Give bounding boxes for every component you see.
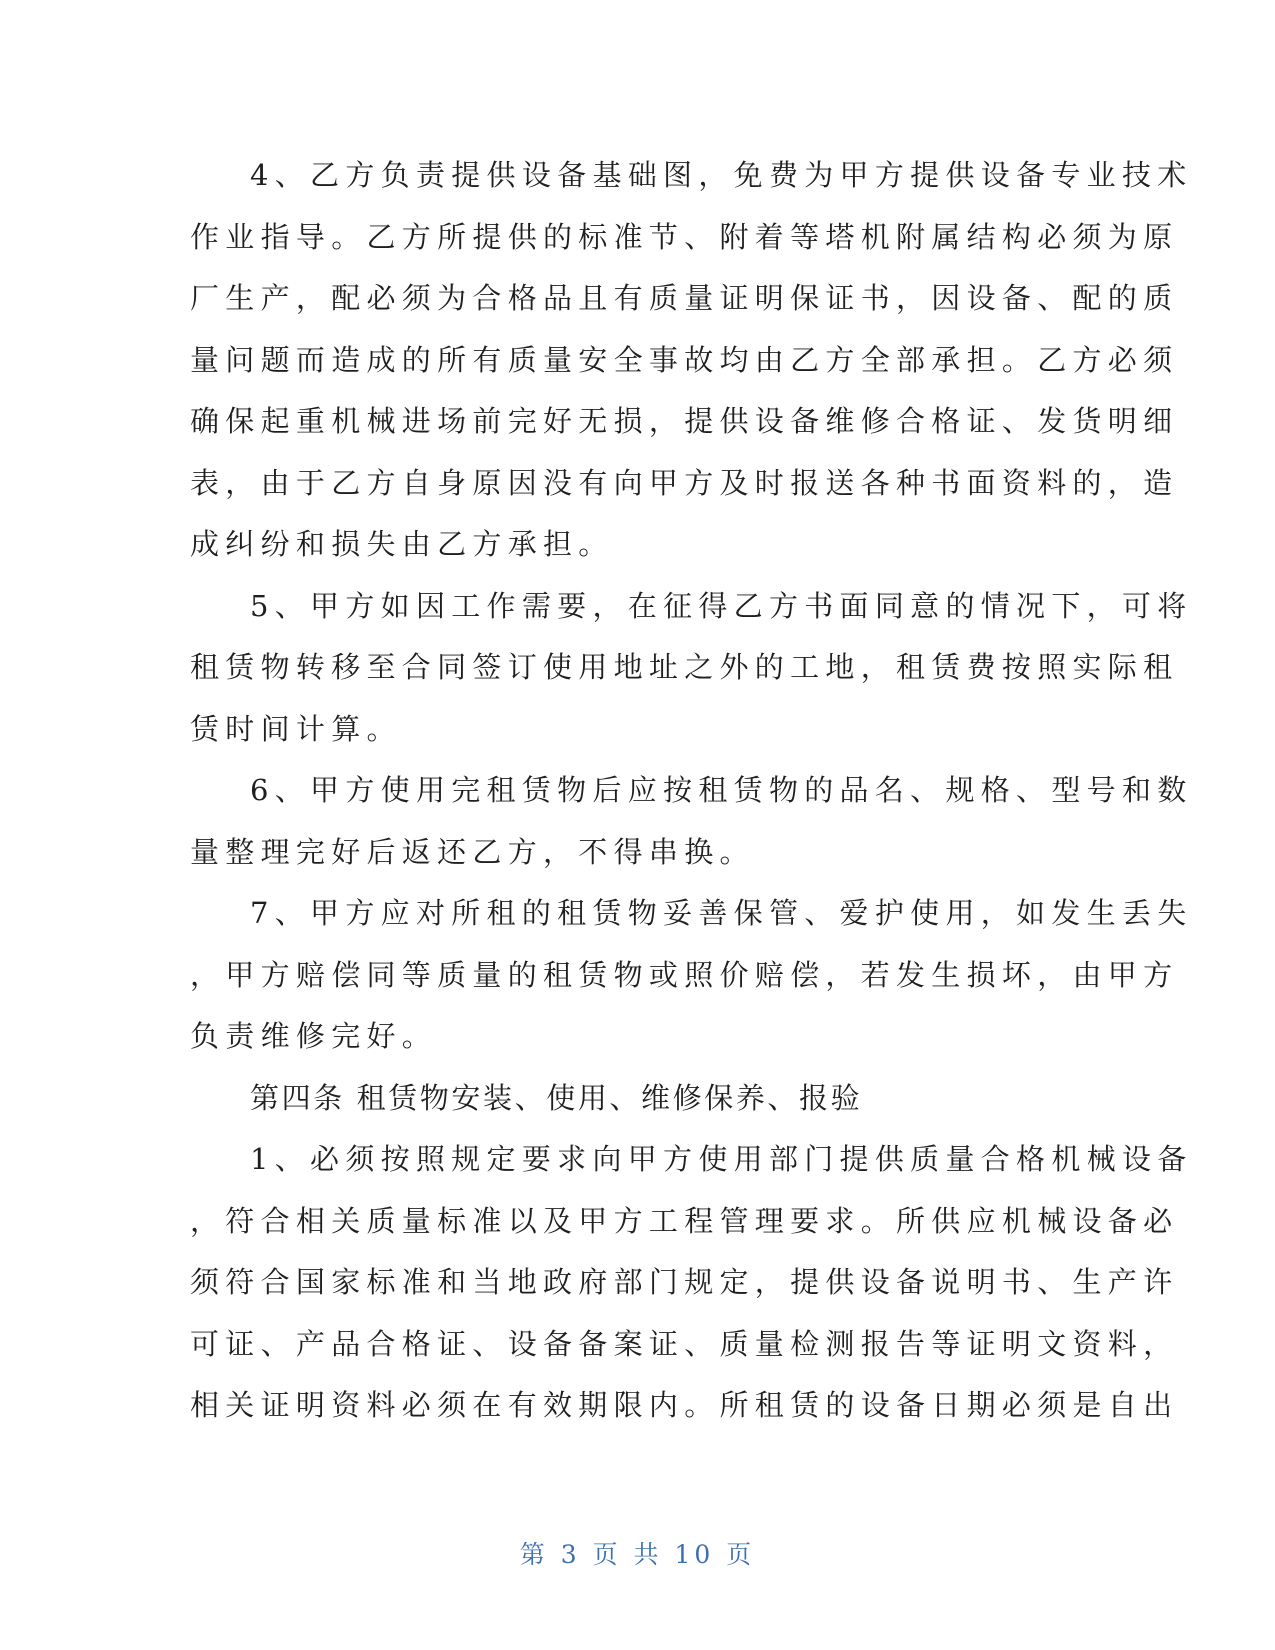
paragraph-1-line-5: 相关证明资料必须在有效期限内。所租赁的设备日期必须是自出	[190, 1388, 1179, 1422]
paragraph-5-line-2: 租赁物转移至合同签订使用地址之外的工地，租赁费按照实际租	[190, 650, 1179, 684]
paragraph-7-line-1: 7、甲方应对所租的租赁物妥善保管、爱护使用，如发生丢失	[250, 896, 1193, 930]
paragraph-7-line-3: 负责维修完好。	[190, 1019, 438, 1053]
paragraph-4-line-6: 表，由于乙方自身原因没有向甲方及时报送各种书面资料的，造	[190, 465, 1179, 500]
paragraph-1-line-3: 须符合国家标准和当地政府部门规定，提供设备说明书、生产许	[190, 1265, 1179, 1299]
paragraph-6-line-2: 量整理完好后返还乙方，不得串换。	[190, 834, 755, 869]
paragraph-4-line-4: 量问题而造成的所有质量安全事故均由乙方全部承担。乙方必须	[190, 342, 1179, 377]
paragraph-5-line-1: 5、甲方如因工作需要，在征得乙方书面同意的情况下，可将	[250, 588, 1193, 623]
page-number-footer: 第 3 页 共 10 页	[519, 1540, 756, 1569]
paragraph-4-line-1: 4、乙方负责提供设备基础图，免费为甲方提供设备专业技术	[250, 158, 1193, 192]
paragraph-1-line-4: 可证、产品合格证、设备备案证、质量检测报告等证明文资料，	[190, 1326, 1179, 1361]
document-body	[190, 145, 1193, 1437]
paragraph-1-line-1: 1、必须按照规定要求向甲方使用部门提供质量合格机械设备	[250, 1142, 1193, 1176]
paragraph-4-line-5: 确保起重机械进场前完好无损，提供设备维修合格证、发货明细	[190, 404, 1179, 438]
paragraph-5-line-3: 赁时间计算。	[190, 711, 402, 746]
paragraph-6-line-1: 6、甲方使用完租赁物后应按租赁物的品名、规格、型号和数	[250, 773, 1193, 807]
paragraph-4-line-2: 作业指导。乙方所提供的标准节、附着等塔机附属结构必须为原	[190, 219, 1179, 254]
paragraph-4-line-7: 成纠纷和损失由乙方承担。	[190, 527, 614, 561]
paragraph-4-line-3: 厂生产，配必须为合格品且有质量证明保证书，因设备、配的质	[190, 281, 1179, 315]
section-heading-article-4: 第四条 租赁物安装、使用、维修保养、报验	[250, 1080, 863, 1115]
paragraph-7-line-2: ，甲方赔偿同等质量的租赁物或照价赔偿，若发生损坏，由甲方	[190, 957, 1179, 992]
paragraph-1-line-2: ，符合相关质量标准以及甲方工程管理要求。所供应机械设备必	[190, 1203, 1179, 1238]
